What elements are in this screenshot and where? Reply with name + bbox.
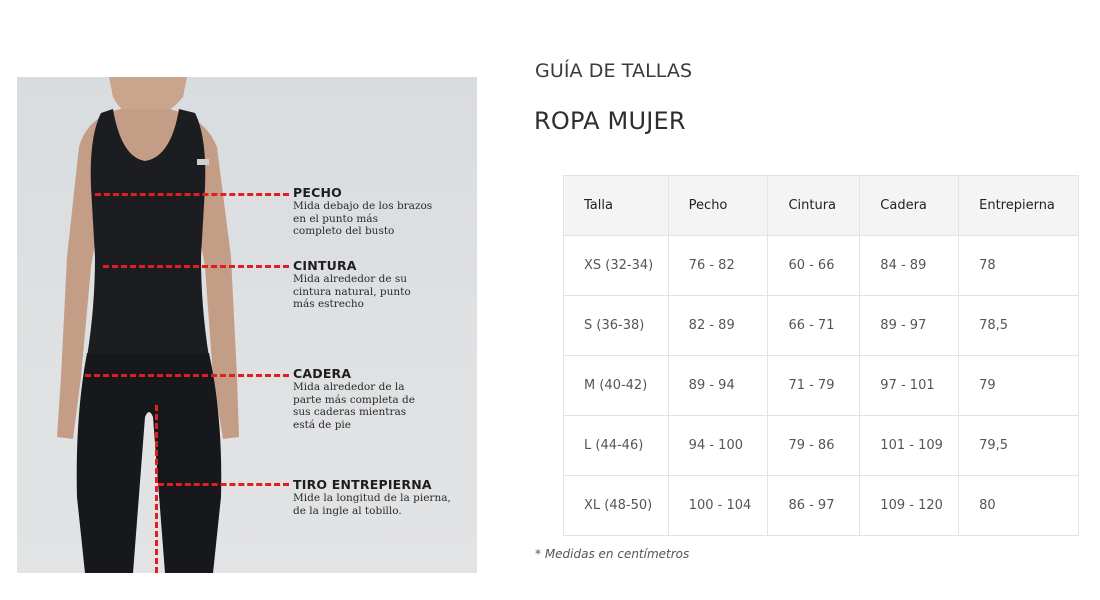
table-cell: 79,5: [959, 416, 1079, 476]
entrepierna-measure-line: [158, 483, 289, 486]
annotation-desc-line: Mida alrededor de la: [293, 381, 405, 393]
annotation-desc-line: en el punto más: [293, 212, 378, 225]
table-cell: 109 - 120: [860, 476, 959, 536]
column-header-talla: Talla: [564, 176, 669, 236]
column-header-pecho: Pecho: [668, 176, 768, 236]
annotation-desc-line: Mida debajo de los brazos: [293, 200, 433, 212]
cintura-measure-line: [103, 265, 289, 268]
annotation-desc-line: parte más completa de: [293, 393, 415, 406]
table-cell: 97 - 101: [860, 356, 959, 416]
table-cell: 79 - 86: [768, 416, 860, 476]
table-row: [564, 476, 1079, 536]
table-cell: XS (32-34): [564, 236, 669, 296]
annotation-pecho: [293, 185, 473, 238]
annotation-desc-line: de la ingle al tobillo.: [293, 504, 402, 517]
table-header-row: [564, 176, 1079, 236]
inseam-measure-line: [155, 405, 158, 573]
annotation-title: PECHO: [293, 185, 342, 200]
table-cell: 66 - 71: [768, 296, 860, 356]
table-cell: 80: [959, 476, 1079, 536]
annotation-entrepierna: [293, 477, 473, 517]
table-cell: 79: [959, 356, 1079, 416]
table-cell: 76 - 82: [668, 236, 768, 296]
table-cell: 60 - 66: [768, 236, 860, 296]
table-cell: 82 - 89: [668, 296, 768, 356]
table-cell: 89 - 97: [860, 296, 959, 356]
table-cell: 71 - 79: [768, 356, 860, 416]
column-header-cintura: Cintura: [768, 176, 860, 236]
table-cell: 78,5: [959, 296, 1079, 356]
annotation-desc-line: completo del busto: [293, 225, 395, 237]
measurement-footnote: * Medidas en centímetros: [535, 547, 690, 561]
table-cell: 94 - 100: [668, 416, 768, 476]
table-cell: 100 - 104: [668, 476, 768, 536]
table-cell: 84 - 89: [860, 236, 959, 296]
annotation-desc-line: sus caderas mientras: [293, 406, 407, 418]
annotation-title: CADERA: [293, 366, 352, 381]
annotation-desc-line: Mide la longitud de la pierna,: [293, 492, 451, 504]
annotation-cintura: [293, 258, 473, 311]
table-cell: 89 - 94: [668, 356, 768, 416]
table-row: [564, 296, 1079, 356]
table-cell: 101 - 109: [860, 416, 959, 476]
annotation-title: CINTURA: [293, 258, 357, 273]
annotation-desc-line: Mida alrededor de su: [293, 273, 408, 285]
annotation-desc-line: está de pie: [293, 418, 351, 431]
guide-title: GUÍA DE TALLAS: [535, 60, 693, 82]
table-row: [564, 236, 1079, 296]
table-cell: XL (48-50): [564, 476, 669, 536]
pecho-measure-line: [95, 193, 289, 196]
annotation-cadera: [293, 366, 473, 431]
column-header-cadera: Cadera: [860, 176, 959, 236]
annotation-title: TIRO ENTREPIERNA: [293, 477, 432, 492]
section-title: ROPA MUJER: [534, 107, 686, 135]
column-header-entrepierna: Entrepierna: [959, 176, 1079, 236]
table-cell: L (44-46): [564, 416, 669, 476]
annotation-desc-line: cintura natural, punto: [293, 285, 411, 298]
table-row: [564, 356, 1079, 416]
table-cell: M (40-42): [564, 356, 669, 416]
table-cell: S (36-38): [564, 296, 669, 356]
table-row: [564, 416, 1079, 476]
annotation-desc-line: más estrecho: [293, 298, 364, 310]
table-cell: 86 - 97: [768, 476, 860, 536]
table-cell: 78: [959, 236, 1079, 296]
size-table: [563, 175, 1079, 536]
cadera-measure-line: [85, 374, 289, 377]
size-guide-figure: [17, 77, 477, 573]
